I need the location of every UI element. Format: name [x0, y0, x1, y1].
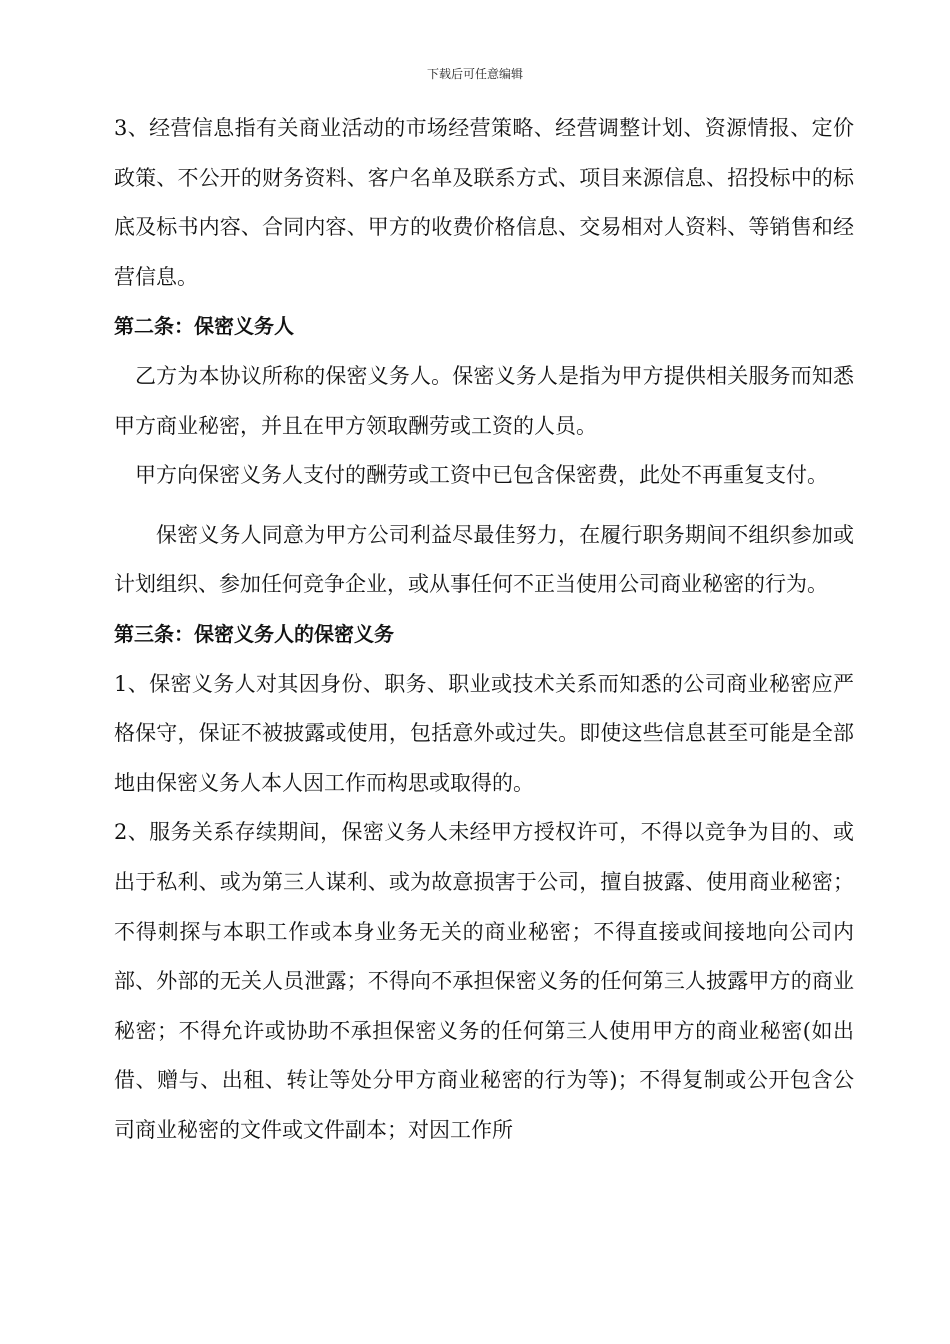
document-body — [114, 104, 854, 1155]
paragraph-non-compete: 保密义务人同意为甲方公司利益尽最佳努力，在履行职务期间不组织参加或计划组织、参加任何竞争企业，或从事任何不正当使用公司商业秘密的行为。 — [114, 522, 854, 597]
heading-article-3: 第三条：保密义务人的保密义务 — [114, 621, 394, 646]
paragraph-obligation-1: 1、保密义务人对其因身份、职务、职业或技术关系而知悉的公司商业秘密应严格保守，保证不被披露或使用，包括意外或过失。即使这些信息甚至可能是全部地由保密义务人本人因工作而构思或取得的。 — [114, 671, 854, 795]
heading-article-2: 第二条：保密义务人 — [114, 314, 294, 339]
paragraph-confidentiality-fee: 甲方向保密义务人支付的酬劳或工资中已包含保密费，此处不再重复支付。 — [135, 463, 828, 488]
paragraph-obligor-definition: 乙方为本协议所称的保密义务人。保密义务人是指为甲方提供相关服务而知悉甲方商业秘密，并且在甲方领取酬劳或工资的人员。 — [114, 363, 854, 438]
paragraph-business-info: 3、经营信息指有关商业活动的市场经营策略、经营调整计划、资源情报、定价政策、不公开的财务资料、客户名单及联系方式、项目来源信息、招投标中的标底及标书内容、合同内容、甲方的收费价格信息、交易相对人资料、等销售和经营信息。 — [114, 116, 854, 289]
paragraph-obligation-2: 2、服务关系存续期间，保密义务人未经甲方授权许可，不得以竞争为目的、或出于私利、或为第三人谋利、或为故意损害于公司，擅自披露、使用商业秘密；不得刺探与本职工作或本身业务无关的商业秘密；不得直接或间接地向公司内部、外部的无关人员泄露；不得向不承担保密义务的任何第三人披露甲方的商业秘密；不得允许或协助不承担保密义务的任何第三人使用甲方的商业秘密(如出借、赠与、出租、转让等处分甲方商业秘密的行为等)；不得复制或公开包含公司商业秘密的文件或文件副本；对因工作所 — [114, 820, 854, 1142]
page-header: 下载后可任意编辑 — [426, 67, 523, 81]
